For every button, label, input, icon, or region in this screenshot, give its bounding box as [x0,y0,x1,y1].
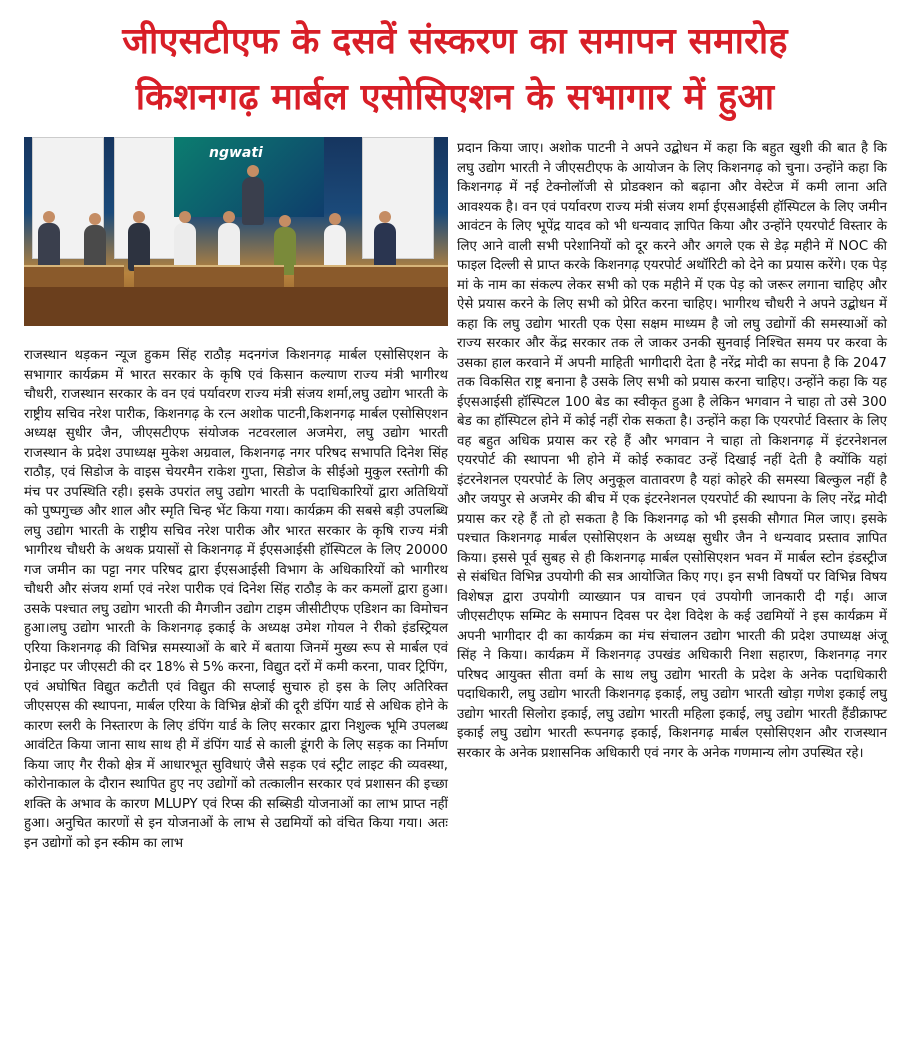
stage-floor [24,287,448,326]
person [218,223,240,271]
stage-table [294,265,448,289]
article-column-left [24,346,448,853]
standee-right [362,137,434,259]
stage-table [24,265,124,289]
person [128,223,150,271]
stage-banner-text: ngwati [209,145,263,161]
article-column-right [457,139,887,763]
stage-table [134,265,284,289]
person [174,223,196,271]
article-text-right: प्रदान किया जाए। अशोक पाटनी ने अपने उद्बोधन में कहा कि बहुत खुशी की बात है कि लघु उद्योग भारती ने जीएसटीएफ के आयोजन के लिए किशनगढ़ को चुना। उन्होंने कहा कि किशनगढ़ में नई टेक्नोलॉजी से प्रोडक्शन को बढ़ाना और वेस्टेज में कमी लाना अति आवश्यक है। वन एवं पर्यावरण राज्य मंत्री संजय शर्मा ईएसआईसी हॉस्पिटल के लिए जमीन आवंटन के लिए भूपेंद्र यादव को भी धन्यवाद ज्ञापित किया और उन्होंने एयरपोर्ट विस्तार के लिए आने वाली सभी परेशानियों को दूर करने और अगले एक से डेढ़ महीने में NOC की फाइल दिल्ली से प्राप्त करके किशनगढ़ एयरपोर्ट अथॉरिटी को देने का प्रयास करेंगे। एक पेड़ मां के नाम का संकल्प लेकर सभी को एक महीने में एक पेड़ को जरूर लगाना चाहिए और ऐसे प्रयास करने के लिए सभी को प्रेरित करना चाहिए। भागीरथ चौधरी ने अपने उद्बोधन में कहा कि लघु उद्योग भारती एक ऐसा सक्षम माध्यम है जो लघु उद्योगों की समस्याओं को राज्य सरकार और केंद्र सरकार तक ले जाकर उनकी सुनवाई निश्चित समय पर करवा के उसका हाल करवाने में अपनी माहिती भागीदारी देता है नरेंद्र मोदी का सपना है कि 2047 तक विकसित राष्ट्र बनाना है उसके लिए सभी को प्रयास करना चाहिए। उन्होंने कहा कि यह ईएसआईसी हॉस्पिटल 100 बेड का स्वीकृत हुआ है लेकिन भगवान ने चाहा तो उसे 300 बेड का हॉस्पिटल होने में कोई नहीं रोक सकता है। उन्होंने कहा कि एयरपोर्ट विस्तार के लिए वह बहुत अधिक प्रयास कर रहे हैं और भगवान ने चाहा तो किशनगढ़ में इंटरनेशनल एयरपोर्ट की स्थापना भी होने में कोई रुकावट उन्हें दिखाई नहीं देती है क्योंकि यहां इंटरनेशनल एयरपोर्ट के लिए अनुकूल वातावरण है यहां कोहरे की समस्या बिल्कुल नहीं है और जयपुर से अजमेर की बीच में एक इंटरनेशनल एयरपोर्ट की स्थापना के लिए नरेंद्र मोदी प्रयास कर रहे हैं तो हो सकता है कि किशनगढ़ को भी इसकी सौगात मिल जाए। इसके पश्चात किशनगढ़ मार्बल एसोसिएशन के अध्यक्ष सुधीर जैन ने धन्यवाद प्रस्ताव ज्ञापित किया। इससे पूर्व सुबह से ही किशनगढ़ मार्बल एसोसिएशन भवन में मार्बल स्टोन इंडस्ट्रीज से संबंधित विभिन्न उपयोगी की सत्र आयोजित किए गए। इन सभी विषयों पर विभिन्न विषय विशेषज्ञ द्वारा उपयोगी व्याख्यान पत्र वाचन एवं उपयोगी जानकारी दी गई। आज जीएसटीएफ सम्मिट के समापन दिवस पर देश विदेश के कई उद्यमियों ने इस कार्यक्रम में अपनी भागीदार दी का कार्यक्रम का मंच संचालन उद्योग भारती की प्रदेश उपाध्यक्ष अंजू सिंह ने किया। कार्यक्रम में किशनगढ़ उपखंड अधिकारी निशा सहारण, किशनगढ़ नगर परिषद आयुक्त सीता वर्मा के साथ लघु उद्योग भारती के प्रदेश के अनेक पदाधिकारी पदाधिकारी, लघु उद्योग भारती किशनगढ़ इकाई, लघु उद्योग भारती खोड़ा गणेश इकाई लघु उद्योग भारती सिलोरा इकाई, लघु उद्योग भारती महिला इकाई, लघु उद्योग भारती हैंडीक्राफ्ट इकाई लघु उद्योग भारती रूपनगढ़ इकाई, किशनगढ़ मार्बल एसोसिएशन और राजस्थान सरकार के अनेक प्रशासनिक अधिकारी एवं नगर के अनेक गणमान्य लोग उपस्थित रहे। [457,141,887,761]
headline [20,14,890,126]
article-text-left: राजस्थान थड़कन न्यूज हुकम सिंह राठौड़ मदनगंज किशनगढ़ मार्बल एसोसिएशन के सभागार कार्यक्रम में भारत सरकार के कृषि एवं किसान कल्याण राज्य मंत्री भागीरथ चौधरी, राजस्थान सरकार के वन एवं पर्यावरण राज्य मंत्री संजय शर्मा,लघु उद्योग भारती के राष्ट्रीय सचिव नरेश पारीक, किशनगढ़ के रत्न अशोक पाटनी,किशनगढ़ मार्बल एसोसिएशन अध्यक्ष सुधीर जैन, जीएसटीएफ संयोजक नटवरलाल अजमेरा, लघु उद्योग भारती राजस्थान के प्रदेश उपाध्यक्ष मुकेश अग्रवाल, किशनगढ़ नगर परिषद सभापति दिनेश सिंह राठौड़, एवं सिडोज के वाइस चेयरमैन राकेश गुप्ता, सिडोज के सीईओ मुकुल रस्तोगी की मंच पर उपस्थिति रही। इसके उपरांत लघु उद्योग भारती के पदाधिकारियों द्वारा अतिथियों को पुष्पगुच्छ और शाल और स्मृति चिन्ह भेंट किया गया। कार्यक्रम की सबसे बड़ी उपलब्धि लघु उद्योग भारती के राष्ट्रीय सचिव नरेश पारीक और भारत सरकार के कृषि राज्य मंत्री भागीरथ चौधरी के अथक प्रयासों से किशनगढ़ में ईएसआईसी हॉस्पिटल के लिए 20000 गज जमीन का पट्टा नगर परिषद द्वारा ईएसआईसी विभाग के अधिकारियों को भागीरथ चौधरी और संजय शर्मा एवं नरेश पारीक एवं दिनेश सिंह राठौड़ के कर कमलों द्वारा हुआ। उसके पश्चात लघु उद्योग भारती की मैगजीन उद्योग टाइम जीसीटीएफ एडिशन का विमोचन हुआ।लघु उद्योग भारती के किशनगढ़ इकाई के अध्यक्ष उमेश गोयल ने रीको इंडस्ट्रियल एरिया किशनगढ़ की विभिन्न समस्याओं के बारे में बताया जिनमें मुख्य रूप से मार्बल एवं ग्रेनाइट पर जीएसटी की दर 18% से 5% करना, विद्युत दरों में कमी करना, पावर ट्रिपिंग, एवं अघोषित विद्युत कटौती एवं विद्युत की सप्लाई सुचारु हो इस के लिए अतिरिक्त जीएसएस की स्थापना, मार्बल एरिया के विभिन्न क्षेत्रों की दूरी डंपिंग यार्ड से अधिक होने के कारण स्लरी के निस्तारण के लिए डंपिंग यार्ड के लिए सरकार द्वारा निशुल्क भूमि उपलब्ध आवंटित किया जाना साथ साथ ही में डंपिंग यार्ड से काली डूंगरी के लिए सड़क का निर्माण किया जाए गैर रीको क्षेत्र में आधारभूत सुविधाएं जैसे सड़क एवं स्ट्रीट लाइट की व्यवस्था, कोरोनाकाल के दौरान स्थापित हुए नए उद्योगों को तत्कालीन सरकार एवं प्रशासन की इच्छा शक्ति के अभाव के कारण MLUPY एवं रिप्स की सब्सिडी योजनाओं का लाभ प्राप्त नहीं हुआ। अनुचित कारणों से इन योजनाओं के लाभ से उद्यमियों को वंचित किया गया। अतः इन उद्योगों को इन स्कीम का लाभ [24,348,448,851]
headline-line-1: जीएसटीएफ के दसवें संस्करण का समापन समारोह [122,21,788,62]
person [38,223,60,271]
person [374,223,396,271]
event-photo [24,137,448,326]
headline-line-2: किशनगढ़ मार्बल एसोसिएशन के सभागार में हुआ [135,77,775,118]
speaker [242,177,264,225]
